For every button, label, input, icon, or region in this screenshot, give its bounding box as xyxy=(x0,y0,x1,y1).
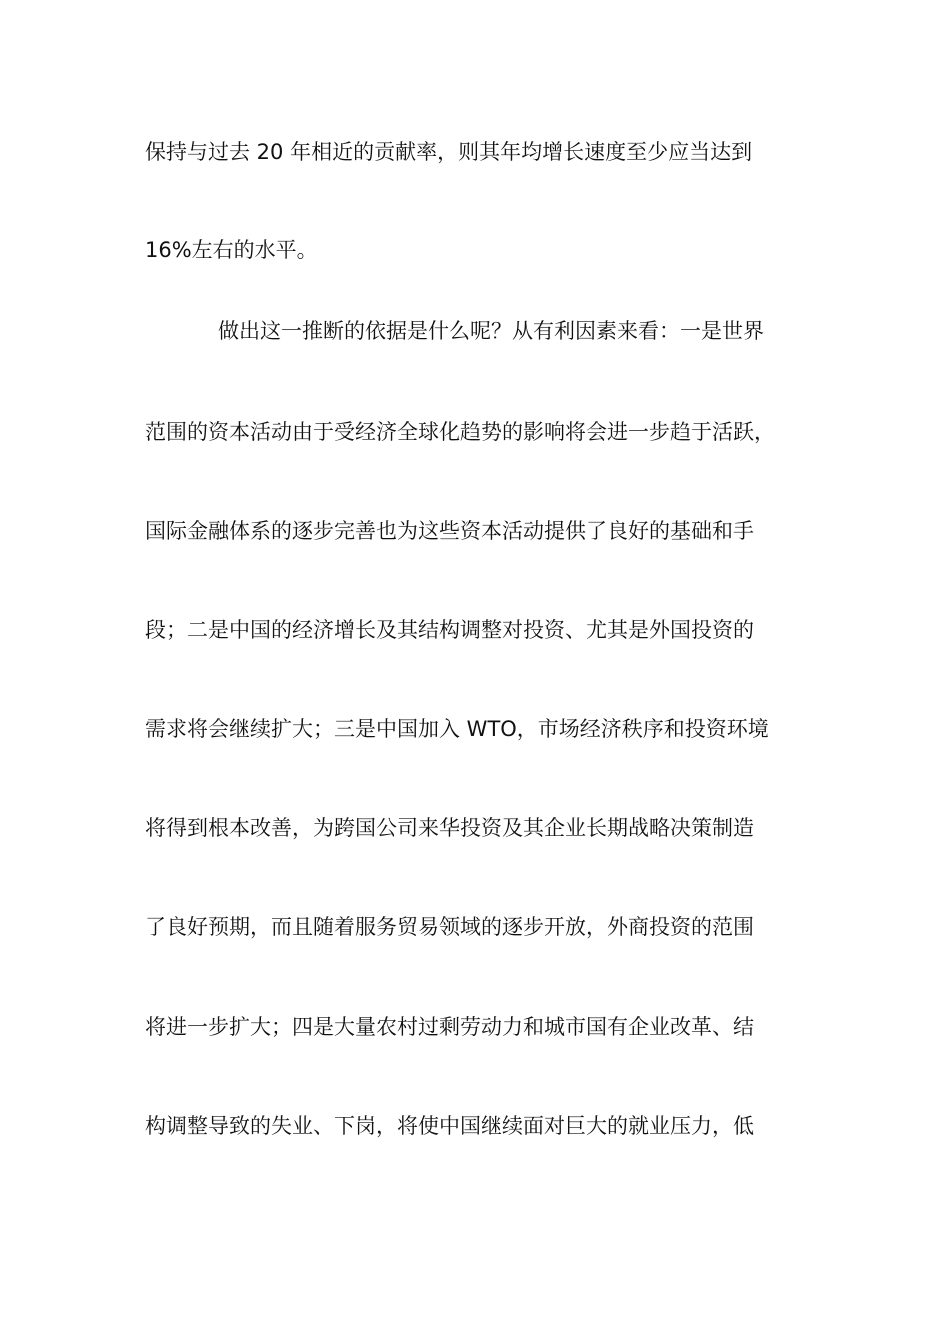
text-line: 16%左右的水平。 xyxy=(145,238,318,262)
text-line: 范围的资本活动由于受经济全球化趋势的影响将会进一步趋于活跃， xyxy=(145,420,775,444)
text-line: 保持与过去 20 年相近的贡献率，则其年均增长速度至少应当达到 xyxy=(145,140,753,164)
text-line: 将得到根本改善，为跨国公司来华投资及其企业长期战略决策制造 xyxy=(145,816,754,840)
text-line: 构调整导致的失业、下岗，将使中国继续面对巨大的就业压力，低 xyxy=(145,1114,754,1138)
text-line: 了良好预期，而且随着服务贸易领域的逐步开放，外商投资的范围 xyxy=(145,915,754,939)
text-line: 段；二是中国的经济增长及其结构调整对投资、尤其是外国投资的 xyxy=(145,618,754,642)
paragraph-first-line: 做出这一推断的依据是什么呢？从有利因素来看：一是世界 xyxy=(218,319,764,343)
text-line: 国际金融体系的逐步完善也为这些资本活动提供了良好的基础和手 xyxy=(145,519,754,543)
text-line: 将进一步扩大；四是大量农村过剩劳动力和城市国有企业改革、结 xyxy=(145,1015,754,1039)
text-line: 需求将会继续扩大；三是中国加入 WTO，市场经济秩序和投资环境 xyxy=(145,717,769,741)
